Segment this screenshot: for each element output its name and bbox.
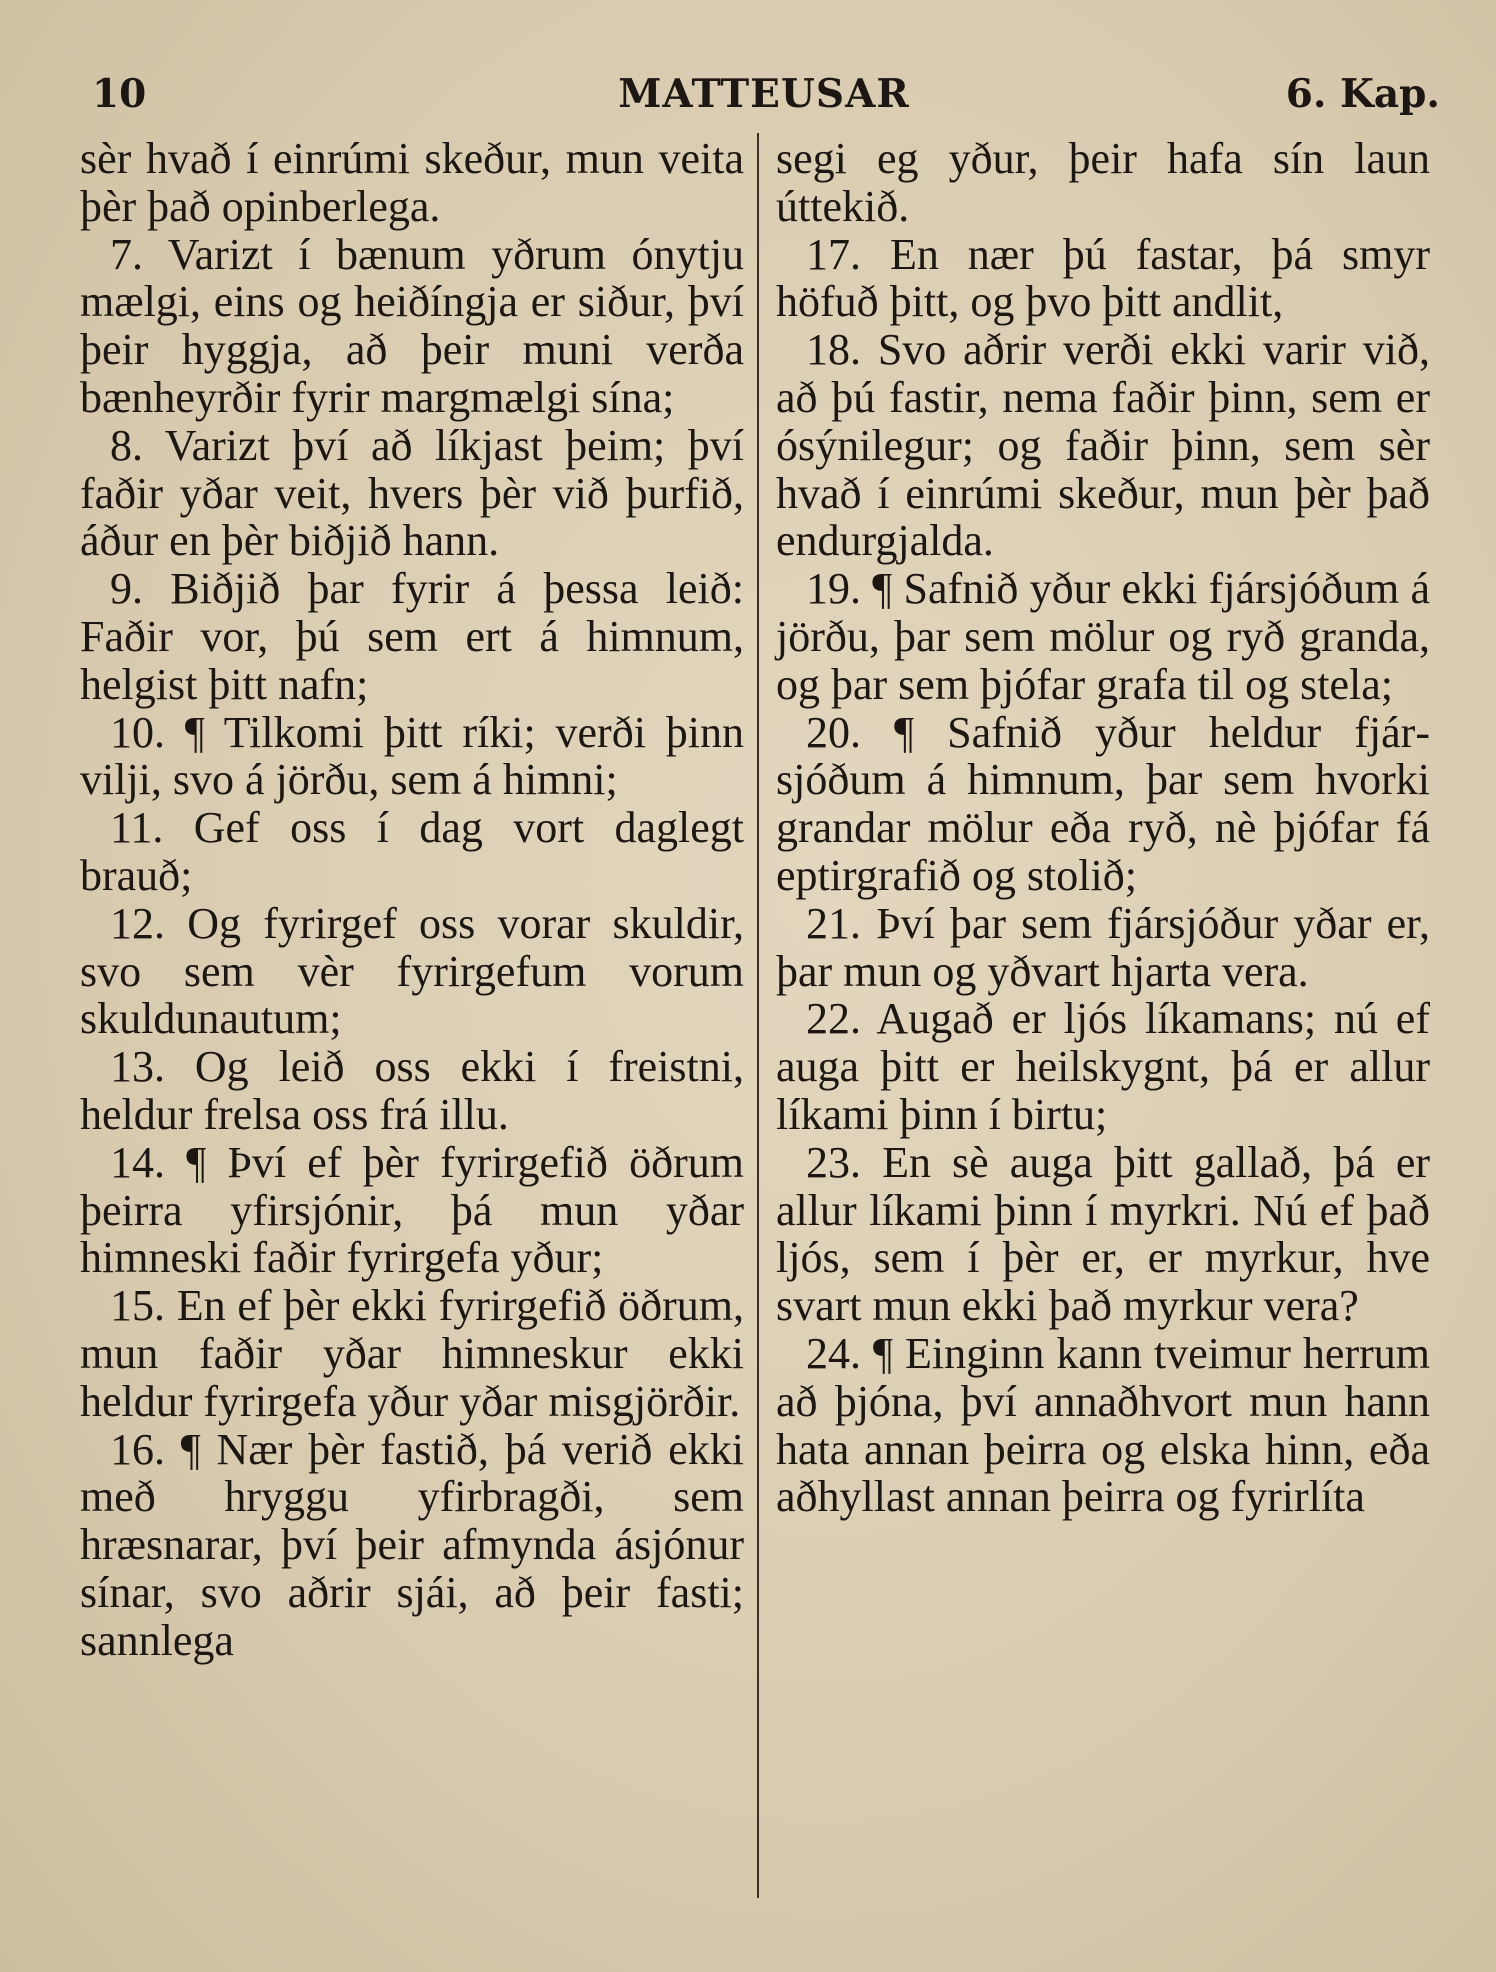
page-number: 10	[92, 71, 147, 117]
right-column	[776, 135, 1430, 1521]
book-title: MATTEUSAR	[618, 71, 910, 117]
verse-paragraph: 16. ¶ Nær þèr fastið, þá verið ekki með hryggu yfirbragði, sem hræsnarar, því þeir afmynda ásjónur sínar, svo aðrir sjái, að þeir fasti; sannlega	[80, 1424, 744, 1665]
verse-paragraph: 7. Varizt í bænum yðrum ónytju mælgi, eins og heiðíngja er siður, því þeir hyggja, að þeir muni verða bænheyrðir fyrir margmælgi sína;	[80, 229, 744, 422]
verse-paragraph: 17. En nær þú fastar, þá smyr höfuð þitt, og þvo þitt andlit,	[776, 229, 1430, 327]
verse-paragraph: 8. Varizt því að líkjast þeim; því faðir yðar veit, hvers þèr við þurfið, áður en þèr biðjið hann.	[80, 420, 744, 566]
verse-paragraph: segi eg yður, þeir hafa sín laun úttekið.	[776, 134, 1430, 231]
chapter-label: 6. Kap.	[1285, 71, 1440, 117]
verse-paragraph: 9. Biðjið þar fyrir á þessa leið: Faðir vor, þú sem ert á himnum, helgist þitt nafn;	[80, 564, 744, 709]
left-column	[80, 135, 744, 1665]
verse-paragraph: 12. Og fyrirgef oss vorar skuldir, svo sem vèr fyrirgefum vorum skuldunautum;	[80, 898, 744, 1044]
verse-paragraph: 22. Augað er ljós líkamans; nú ef auga þitt er heilskygnt, þá er allur líkami þinn í birtu;	[776, 994, 1430, 1139]
verse-paragraph: 20. ¶ Safnið yður heldur fjársjóðum á himnum, þar sem hvorki grandar mölur eða ryð, nè þjófar fá eptirgrafið og stolið;	[776, 707, 1430, 900]
verse-paragraph: 14. ¶ Því ef þèr fyrirgefið öðrum þeirra yfirsjónir, þá mun yðar himneski faðir fyrirgefa yður;	[80, 1137, 744, 1283]
verse-paragraph: 18. Svo aðrir verði ekki varir við, að þú fastir, nema faðir þinn, sem er ósýnilegur; og faðir þinn, sem sèr hvað í einrúmi skeður, mun þèr það endurgjalda.	[776, 325, 1430, 566]
verse-paragraph: 15. En ef þèr ekki fyrirgefið öðrum, mun faðir yðar himneskur ekki heldur fyrirgefa yður yðar misgjörðir.	[80, 1281, 744, 1426]
verse-paragraph: 10. ¶ Tilkomi þitt ríki; verði þinn vilji, svo á jörðu, sem á himni;	[80, 707, 744, 805]
verse-paragraph: 11. Gef oss í dag vort daglegt brauð;	[80, 803, 744, 900]
verse-paragraph: 23. En sè auga þitt gallað, þá er allur líkami þinn í myrkri. Nú ef það ljós, sem í þèr er, er myrkur, hve svart mun ekki það myrkur vera?	[776, 1137, 1430, 1331]
verse-paragraph: 19. ¶ Safnið yður ekki fjársjóðum á jörðu, þar sem mölur og ryð granda, og þar sem þjófar grafa til og stela;	[776, 564, 1430, 709]
running-header	[88, 64, 1440, 124]
column-divider	[757, 133, 759, 1898]
verse-paragraph: 24. ¶ Einginn kann tveimur herrum að þjóna, því annaðhvort mun hann hata annan þeirra og elska hinn, eða aðhyllast annan þeirra og fyrirlíta	[776, 1328, 1430, 1522]
verse-paragraph: 21. Því þar sem fjársjóður yðar er, þar mun og yðvart hjarta vera.	[776, 898, 1430, 996]
verse-paragraph: 13. Og leið oss ekki í freistni, heldur frelsa oss frá illu.	[80, 1042, 744, 1139]
verse-paragraph: sèr hvað í einrúmi skeður, mun veita þèr það opinberlega.	[80, 134, 744, 231]
